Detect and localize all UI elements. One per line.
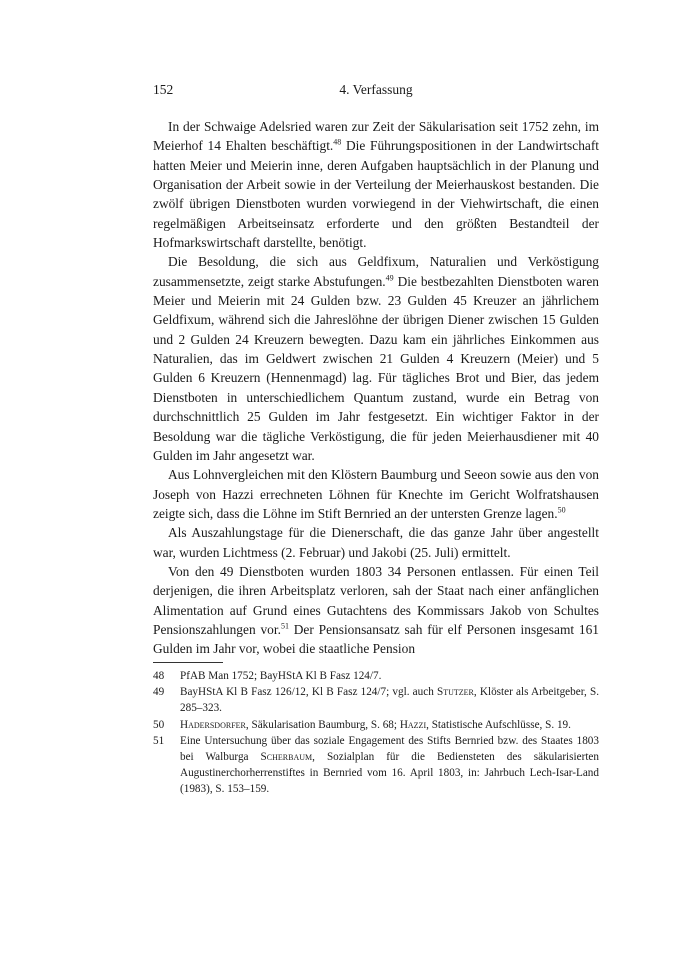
running-title: 4. Verfassung: [339, 82, 413, 97]
footnote-number: 49: [153, 686, 165, 699]
footnote-ref-49: 49: [385, 273, 394, 283]
footnote-text: PfAB Man 1752; BayHStA Kl B Fasz 124/7.: [180, 670, 382, 682]
author-name: Scherbaum: [260, 751, 313, 764]
body-text: [153, 117, 599, 659]
footnote-divider: [153, 662, 223, 663]
paragraph-3: [153, 465, 599, 523]
footnote-text: Eine Untersuchung über das soziale Engagement des Stifts Bernried bzw. des Staates 1803 bei Walburga: [180, 734, 599, 764]
footnote-ref-50: 50: [557, 505, 566, 515]
footnotes: [153, 668, 599, 798]
author-name: Hazzi: [399, 718, 427, 731]
author-name: Hadersdorfer: [180, 718, 246, 731]
paragraph-2: [153, 252, 599, 465]
page-number: 152: [153, 82, 174, 97]
footnote-49: [153, 684, 599, 716]
footnote-48: [153, 668, 599, 684]
paragraph-1: [153, 117, 599, 252]
footnote-number: 50: [153, 718, 165, 731]
page-header: [153, 82, 599, 104]
footnote-text: BayHStA Kl B Fasz 126/12, Kl B Fasz 124/7; vgl. auch: [180, 686, 437, 699]
paragraph-5: [153, 562, 599, 659]
footnote-51: [153, 733, 599, 798]
paragraph-4-text-a: Als Auszahlungstage für die Dienerschaft, die das ganze Jahr über angestellt war, wurden Lichtmess (2. Februar) und Jakobi (25. Juli) ermittelt.: [153, 525, 599, 560]
author-name: Stutzer: [437, 686, 474, 699]
footnote-text: , Sozialplan für die Bediensteten des säkularisierten Augustinerchorherrenstiftes in Bernried vom 16. April 1803, in: Jahrbuch Lech-Isar-Land (1983), S. 153–159.: [180, 751, 599, 796]
paragraph-2-text-b: Die bestbezahlten Dienstboten waren Meier und Meierin mit 24 Gulden bzw. 23 Gulden 45 Kreuzer an jährlichem Geldfixum, während sich die Jahreslöhne der übrigen Diener zwischen 15 Gulden und 2 Gulden 24 Kreuzern bewegten. Dazu kam ein jährliches Einkommen aus Naturalien, das im Geldwert zwischen 21 Gulden 4 Kreuzern (Meier) und 5 Gulden 6 Kreuzern (Hennenmagd) lag. Für tägliches Brot und Bier, das jedem Dienstboten in unterschiedlichem Quantum zustand, wurde ein Betrag von durchschnittlich 25 Gulden im Jahr festgesetzt. Ein wichtiger Faktor in der Besoldung war die tägliche Verköstigung, die für jeden Meierhausdiener mit 40 Gulden im Jahr angesetzt war.: [153, 273, 599, 463]
footnote-text: , Statistische Aufschlüsse, S. 19.: [426, 718, 571, 731]
paragraph-5-text-b: Der Pensionsansatz sah für elf Personen insgesamt 161 Gulden im Jahr vor, wobei die staatliche Pension: [153, 621, 600, 657]
paragraph-2-text-a: Die Besoldung, die sich aus Geldfixum, Naturalien und Verköstigung zusammensetzte, zeigt starke Abstufungen.: [153, 254, 599, 289]
footnote-text: , Klöster als Arbeitgeber, S. 285–323.: [180, 686, 599, 715]
footnote-ref-51: 51: [280, 621, 289, 631]
paragraph-4: [153, 523, 599, 562]
paragraph-3-text-a: Aus Lohnvergleichen mit den Klöstern Baumburg und Seeon sowie aus den von Joseph von Hazzi errechneten Löhnen für Knechte im Gericht Wolfratshausen zeigte sich, dass die Löhne im Stift Bernried an der untersten Grenze lagen.: [153, 467, 599, 521]
paragraph-1-text-b: Die Führungspositionen in der Landwirtschaft hatten Meier und Meierin inne, deren Aufgaben hauptsächlich in der Planung und Organisation der Arbeit sowie in der Verteilung der Meierhauskost bestanden. Die zwölf übrigen Dienstboten wurden vorwiegend in der Viehwirtschaft, die einen regelmäßigen Arbeitseinsatz erforderte und den größten Bestandteil der Hofmarkswirtschaft darstellte, benötigt.: [153, 138, 600, 251]
paragraph-1-text-a: In der Schwaige Adelsried waren zur Zeit der Säkularisation seit 1752 zehn, im Meierhof 14 Ehalten beschäftigt.: [153, 119, 599, 154]
footnote-number: 51: [153, 734, 165, 747]
footnote-ref-48: 48: [333, 137, 342, 147]
paragraph-5-text-a: Von den 49 Dienstboten wurden 1803 34 Personen entlassen. Für einen Teil derjenigen, die ihren Arbeitsplatz verloren, sah der Staat nach einer anfänglichen Alimentation auf Grund eines Gutachtens des Kommissars Jakob von Schultes Pensionszahlungen vor.: [153, 563, 599, 637]
footnote-number: 48: [153, 670, 165, 682]
footnote-50: [153, 717, 599, 733]
footnote-text: , Säkularisation Baumburg, S. 68;: [245, 718, 400, 731]
